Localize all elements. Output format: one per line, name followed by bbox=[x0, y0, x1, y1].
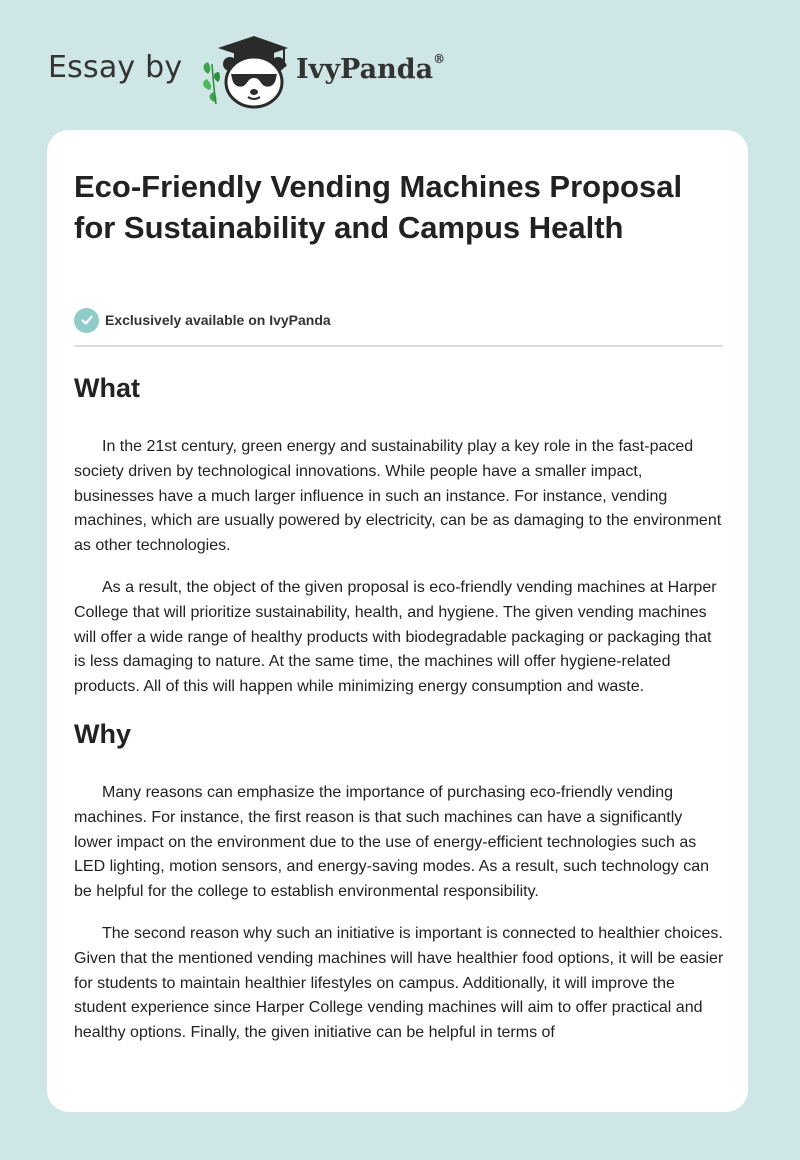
exclusive-badge bbox=[74, 307, 331, 333]
essay-body bbox=[74, 362, 724, 1046]
site-header bbox=[0, 0, 800, 130]
page-title: Eco-Friendly Vending Machines Proposal for Sustainability and Campus Health bbox=[74, 169, 683, 245]
section-heading-what: What bbox=[74, 373, 140, 403]
paragraph: Many reasons can emphasize the importance of purchasing eco-friendly vending machines. For instance, the first reason is that such machines can have a significantly lower impact on the environment due to the use of energy-efficient technologies such as LED lighting, motion sensors, and energy-saving modes. As a result, such technology can be helpful for the college to establish environmental responsibility. bbox=[74, 783, 710, 901]
essay-card bbox=[47, 130, 748, 1112]
paragraph: In the 21st century, green energy and sustainability play a key role in the fast-paced society driven by technological innovations. While people have a smaller impact, businesses have a much larger influence in such an instance. For instance, vending machines, which are usually powered by electricity, can be as damaging to the environment as other technologies. bbox=[74, 438, 722, 555]
check-icon bbox=[74, 308, 99, 333]
ivypanda-logo-icon[interactable] bbox=[198, 34, 290, 110]
essay-by-label: Essay by bbox=[48, 50, 183, 85]
paragraph: As a result, the object of the given proposal is eco-friendly vending machines at Harper College that will prioritize sustainability, health, and hygiene. The given vending machines will offer a wide range of healthy products with biodegradable packaging or packaging that is less damaging to nature. At the same time, the machines will offer hygiene-related products. All of this will happen while minimizing energy consumption and waste. bbox=[74, 578, 717, 696]
section-heading-why: Why bbox=[74, 718, 131, 749]
paragraph: The second reason why such an initiative is important is connected to healthier choices. Given that the mentioned vending machines will have healthier food options, it will be easier for students to maintain healthier lifestyles on campus. Additionally, it will improve the student experience since Harper College vending machines will aim to offer practical and healthy options. Finally, the given initiative can be helpful in terms of bbox=[74, 924, 724, 1042]
registered-mark: ® bbox=[433, 52, 446, 66]
exclusive-badge-label: Exclusively available on IvyPanda bbox=[105, 312, 331, 328]
brand-name[interactable] bbox=[296, 54, 445, 85]
brand-name-text[interactable]: IvyPanda bbox=[296, 54, 434, 85]
divider bbox=[74, 345, 723, 347]
